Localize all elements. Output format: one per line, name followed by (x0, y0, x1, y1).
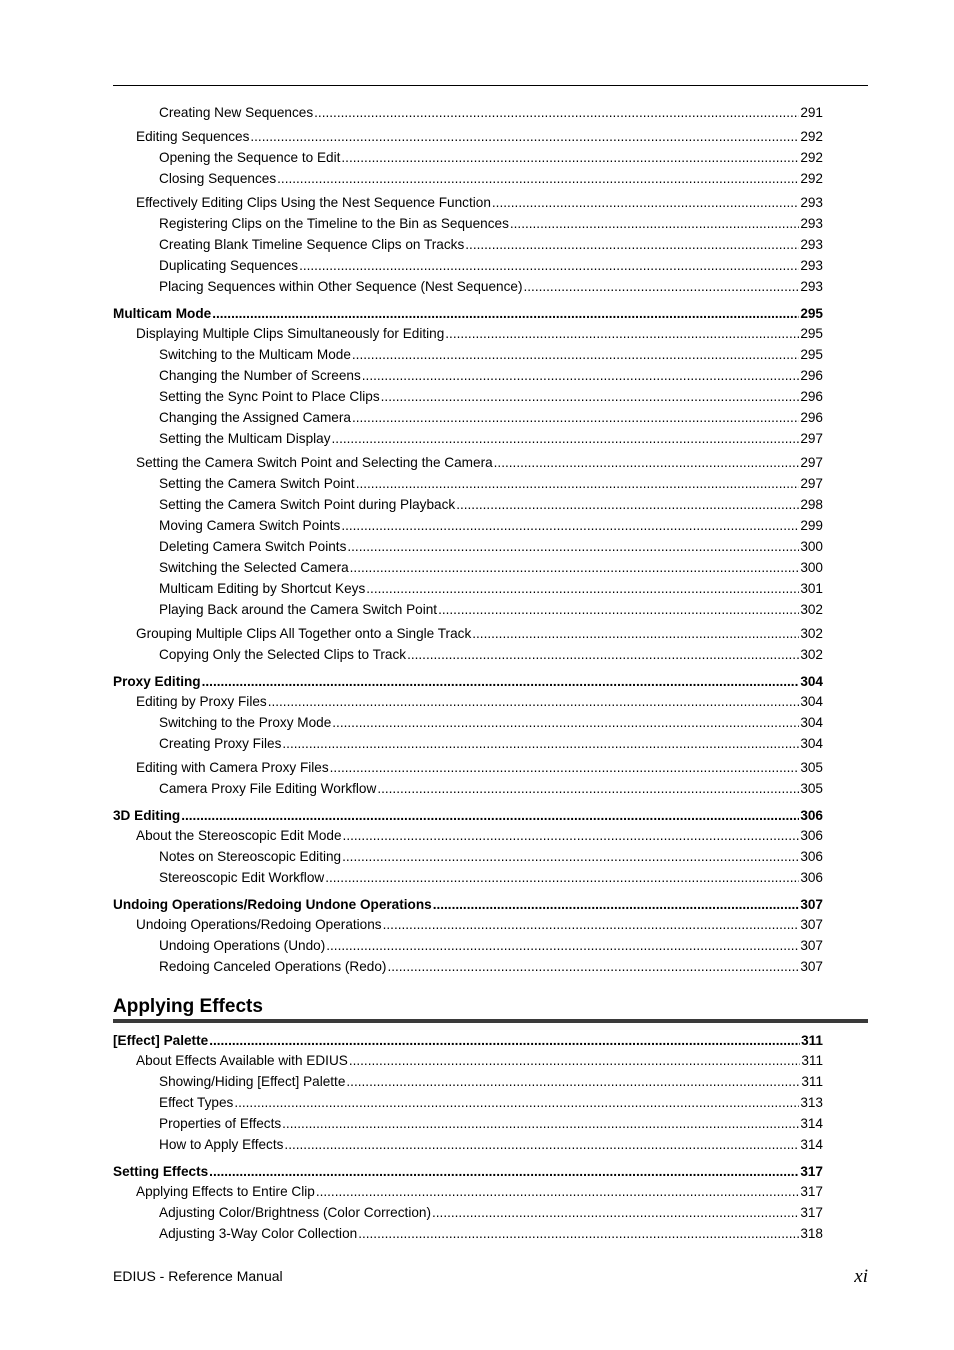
toc-entry-title: Multicam Mode (113, 306, 212, 321)
toc-entry-page: 311 (801, 1033, 823, 1048)
toc-entry-page: 304 (800, 674, 823, 689)
toc-subsection-entry[interactable] (159, 646, 823, 664)
toc-entry-page: 304 (800, 694, 823, 709)
toc-entry-page: 295 (800, 347, 823, 362)
toc-entry-title: About the Stereoscopic Edit Mode (136, 828, 342, 843)
toc-entry-page: 318 (800, 1226, 823, 1241)
toc-entry-page: 301 (800, 581, 823, 596)
toc-chapter-entry[interactable] (113, 1032, 823, 1050)
toc-leader-dots (326, 937, 799, 955)
toc-leader-dots (282, 1115, 799, 1133)
toc-entry-page: 295 (800, 326, 823, 341)
toc-subsection-entry[interactable] (159, 257, 823, 275)
toc-section-entry[interactable] (136, 625, 823, 643)
toc-leader-dots (234, 1094, 799, 1112)
toc-leader-dots (432, 1204, 799, 1222)
toc-leader-dots (465, 236, 799, 254)
toc-entry-page: 314 (800, 1137, 823, 1152)
toc-subsection-entry[interactable] (159, 735, 823, 753)
toc-entry-page: 299 (800, 518, 823, 533)
toc-leader-dots (325, 869, 799, 887)
toc-entry-page: 311 (801, 1053, 823, 1068)
toc-leader-dots (284, 1136, 799, 1154)
toc-leader-dots (341, 149, 799, 167)
toc-leader-dots (316, 1183, 799, 1201)
toc-section-entry[interactable] (136, 454, 823, 472)
toc-entry-page: 302 (800, 602, 823, 617)
toc-leader-dots (202, 673, 800, 691)
toc-entry-title: Effect Types (159, 1095, 234, 1110)
toc-subsection-entry[interactable] (159, 580, 823, 598)
toc-entry-title: Properties of Effects (159, 1116, 282, 1131)
toc-entry-title: Creating Blank Timeline Sequence Clips on Tracks (159, 237, 465, 252)
toc-subsection-entry[interactable] (159, 1225, 823, 1243)
toc-entry-page: 296 (800, 410, 823, 425)
toc-entry-page: 293 (800, 195, 823, 210)
toc-section-entry[interactable] (136, 759, 823, 777)
toc-entry-title: Redoing Canceled Operations (Redo) (159, 959, 387, 974)
toc-subsection-entry[interactable] (159, 367, 823, 385)
toc-entry-page: 293 (800, 216, 823, 231)
toc-subsection-entry[interactable] (159, 1073, 823, 1091)
toc-subsection-entry[interactable] (159, 517, 823, 535)
toc-leader-dots (358, 1225, 799, 1243)
toc-entry-title: Placing Sequences within Other Sequence (Nest Sequence) (159, 279, 523, 294)
toc-entry-title: Creating New Sequences (159, 105, 314, 120)
toc-entry-page: 297 (800, 455, 823, 470)
section-rule (113, 1019, 868, 1023)
toc-entry-title: Setting the Sync Point to Place Clips (159, 389, 380, 404)
toc-entry-title: Setting Effects (113, 1164, 209, 1179)
toc-entry-page: 311 (801, 1074, 823, 1089)
toc-entry-title: Adjusting 3-Way Color Collection (159, 1226, 358, 1241)
toc-leader-dots (349, 1052, 801, 1070)
toc-section-entry[interactable] (136, 194, 823, 212)
toc-entry-page: 306 (800, 808, 823, 823)
toc-subsection-entry[interactable] (159, 1094, 823, 1112)
toc-entry-title: Playing Back around the Camera Switch Point (159, 602, 438, 617)
section-title: Applying Effects (113, 996, 263, 1017)
toc-leader-dots (387, 958, 799, 976)
toc-entry-page: 297 (800, 476, 823, 491)
toc-entry-title: Showing/Hiding [Effect] Palette (159, 1074, 346, 1089)
toc-section-entry[interactable] (136, 916, 823, 934)
toc-entry-page: 307 (800, 959, 823, 974)
toc-subsection-entry[interactable] (159, 346, 823, 364)
toc-leader-dots (347, 538, 799, 556)
toc-leader-dots (494, 454, 800, 472)
toc-entry-page: 296 (800, 389, 823, 404)
toc-entry-page: 307 (800, 938, 823, 953)
toc-leader-dots (407, 646, 799, 664)
toc-entry-title: Switching to the Multicam Mode (159, 347, 351, 362)
toc-entry-title: Stereoscopic Edit Workflow (159, 870, 325, 885)
toc-subsection-entry[interactable] (159, 409, 823, 427)
toc-chapter-entry[interactable] (113, 1163, 823, 1181)
toc-entry-page: 306 (800, 849, 823, 864)
toc-entry-title: Creating Proxy Files (159, 736, 282, 751)
toc-subsection-entry[interactable] (159, 278, 823, 296)
toc-subsection-entry[interactable] (159, 601, 823, 619)
toc-entry-page: 307 (800, 897, 823, 912)
toc-subsection-entry[interactable] (159, 215, 823, 233)
toc-entry-page: 293 (800, 279, 823, 294)
toc-entry-page: 292 (800, 150, 823, 165)
toc-leader-dots (268, 693, 800, 711)
toc-chapter-entry[interactable] (113, 807, 823, 825)
toc-entry-title: Editing with Camera Proxy Files (136, 760, 329, 775)
toc-entry-title: How to Apply Effects (159, 1137, 284, 1152)
toc-leader-dots (209, 1163, 799, 1181)
toc-entry-title: Changing the Number of Screens (159, 368, 361, 383)
toc-entry-page: 304 (800, 736, 823, 751)
toc-leader-dots (209, 1032, 800, 1050)
toc-subsection-entry[interactable] (159, 937, 823, 955)
toc-leader-dots (510, 215, 799, 233)
toc-leader-dots (445, 325, 799, 343)
toc-entry-page: 293 (800, 237, 823, 252)
toc-entry-title: Setting the Camera Switch Point and Selecting the Camera (136, 455, 493, 470)
toc-leader-dots (383, 916, 800, 934)
toc-entry-page: 306 (800, 870, 823, 885)
toc-entry-title: Switching the Selected Camera (159, 560, 349, 575)
page-number: xi (854, 1266, 868, 1287)
toc-section-entry[interactable] (136, 827, 823, 845)
toc-chapter-entry[interactable] (113, 305, 823, 323)
toc-leader-dots (381, 388, 800, 406)
toc-leader-dots (332, 430, 800, 448)
toc-entry-page: 291 (800, 105, 823, 120)
toc-entry-page: 306 (800, 828, 823, 843)
toc-subsection-entry[interactable] (159, 1204, 823, 1222)
toc-entry-page: 317 (800, 1205, 823, 1220)
toc-entry-title: Undoing Operations/Redoing Undone Operations (113, 897, 432, 912)
toc-entry-title: Switching to the Proxy Mode (159, 715, 332, 730)
toc-leader-dots (212, 305, 799, 323)
toc-entry-title: Setting the Camera Switch Point (159, 476, 355, 491)
toc-subsection-entry[interactable] (159, 848, 823, 866)
toc-subsection-entry[interactable] (159, 475, 823, 493)
toc-entry-title: Editing Sequences (136, 129, 250, 144)
toc-entry-title: Applying Effects to Entire Clip (136, 1184, 315, 1199)
toc-entry-page: 305 (800, 781, 823, 796)
toc-leader-dots (472, 625, 799, 643)
toc-entry-page: 296 (800, 368, 823, 383)
toc-leader-dots (330, 759, 800, 777)
toc-leader-dots (332, 714, 799, 732)
toc-entry-title: Notes on Stereoscopic Editing (159, 849, 342, 864)
toc-section-entry[interactable] (136, 1052, 823, 1070)
toc-leader-dots (250, 128, 799, 146)
toc-leader-dots (356, 475, 800, 493)
toc-leader-dots (366, 580, 799, 598)
toc-entry-title: Proxy Editing (113, 674, 201, 689)
toc-entry-page: 300 (800, 560, 823, 575)
toc-entry-title: Opening the Sequence to Edit (159, 150, 341, 165)
toc-subsection-entry[interactable] (159, 869, 823, 887)
toc-entry-title: Camera Proxy File Editing Workflow (159, 781, 377, 796)
toc-entry-title: Moving Camera Switch Points (159, 518, 341, 533)
toc-entry-page: 302 (800, 647, 823, 662)
toc-leader-dots (346, 1073, 800, 1091)
toc-leader-dots (492, 194, 799, 212)
toc-entry-page: 314 (800, 1116, 823, 1131)
toc-entry-title: Undoing Operations (Undo) (159, 938, 326, 953)
toc-leader-dots (342, 848, 799, 866)
toc-subsection-entry[interactable] (159, 496, 823, 514)
toc-section-entry[interactable] (136, 693, 823, 711)
toc-leader-dots (438, 601, 799, 619)
toc-entry-page: 313 (800, 1095, 823, 1110)
toc-subsection-entry[interactable] (159, 236, 823, 254)
toc-leader-dots (362, 367, 800, 385)
toc-entry-page: 297 (800, 431, 823, 446)
toc-entry-title: Setting the Multicam Display (159, 431, 331, 446)
toc-entry-page: 317 (800, 1184, 823, 1199)
toc-entry-title: About Effects Available with EDIUS (136, 1053, 348, 1068)
toc-leader-dots (299, 257, 799, 275)
toc-subsection-entry[interactable] (159, 958, 823, 976)
footer-title: EDIUS - Reference Manual (113, 1268, 283, 1284)
toc-subsection-entry[interactable] (159, 170, 823, 188)
toc-subsection-entry[interactable] (159, 430, 823, 448)
toc-entry-title: Setting the Camera Switch Point during Playback (159, 497, 456, 512)
toc-leader-dots (282, 735, 799, 753)
toc-section-entry[interactable] (136, 1183, 823, 1201)
toc-entry-page: 305 (800, 760, 823, 775)
toc-subsection-entry[interactable] (159, 714, 823, 732)
toc-subsection-entry[interactable] (159, 104, 823, 122)
toc-entry-title: Deleting Camera Switch Points (159, 539, 347, 554)
toc-entry-page: 292 (800, 129, 823, 144)
toc-leader-dots (341, 517, 799, 535)
toc-entry-title: [Effect] Palette (113, 1033, 209, 1048)
toc-subsection-entry[interactable] (159, 149, 823, 167)
toc-entry-title: Adjusting Color/Brightness (Color Correction) (159, 1205, 431, 1220)
top-rule (113, 85, 868, 86)
toc-subsection-entry[interactable] (159, 1136, 823, 1154)
toc-entry-page: 302 (800, 626, 823, 641)
toc-entry-title: Undoing Operations/Redoing Operations (136, 917, 382, 932)
toc-leader-dots (314, 104, 799, 122)
toc-entry-title: Changing the Assigned Camera (159, 410, 351, 425)
toc-chapter-entry[interactable] (113, 896, 823, 914)
toc-leader-dots (377, 780, 799, 798)
toc-entry-page: 293 (800, 258, 823, 273)
toc-section-entry[interactable] (136, 128, 823, 146)
toc-leader-dots (456, 496, 799, 514)
toc-leader-dots (343, 827, 800, 845)
toc-entry-title: Multicam Editing by Shortcut Keys (159, 581, 366, 596)
toc-entry-page: 300 (800, 539, 823, 554)
toc-entry-page: 298 (800, 497, 823, 512)
toc-entry-title: Registering Clips on the Timeline to the Bin as Sequences (159, 216, 509, 231)
toc-subsection-entry[interactable] (159, 559, 823, 577)
toc-section-entry[interactable] (136, 325, 823, 343)
toc-entry-page: 317 (800, 1164, 823, 1179)
toc-entry-title: Effectively Editing Clips Using the Nest Sequence Function (136, 195, 491, 210)
toc-subsection-entry[interactable] (159, 538, 823, 556)
toc-chapter-entry[interactable] (113, 673, 823, 691)
toc-entry-title: Duplicating Sequences (159, 258, 299, 273)
toc-entry-title: Copying Only the Selected Clips to Track (159, 647, 407, 662)
toc-entry-title: Closing Sequences (159, 171, 277, 186)
toc-entry-title: Editing by Proxy Files (136, 694, 267, 709)
toc-entry-title: Grouping Multiple Clips All Together onto a Single Track (136, 626, 472, 641)
toc-leader-dots (350, 559, 800, 577)
toc-subsection-entry[interactable] (159, 1115, 823, 1133)
toc-leader-dots (352, 409, 799, 427)
toc-entry-page: 292 (800, 171, 823, 186)
toc-leader-dots (277, 170, 799, 188)
toc-leader-dots (523, 278, 799, 296)
toc-entry-page: 304 (800, 715, 823, 730)
toc-subsection-entry[interactable] (159, 388, 823, 406)
toc-leader-dots (181, 807, 799, 825)
toc-entry-title: Displaying Multiple Clips Simultaneously for Editing (136, 326, 445, 341)
toc-entry-title: 3D Editing (113, 808, 181, 823)
toc-entry-page: 307 (800, 917, 823, 932)
toc-subsection-entry[interactable] (159, 780, 823, 798)
toc-entry-page: 295 (800, 306, 823, 321)
toc-leader-dots (352, 346, 799, 364)
toc-leader-dots (433, 896, 800, 914)
